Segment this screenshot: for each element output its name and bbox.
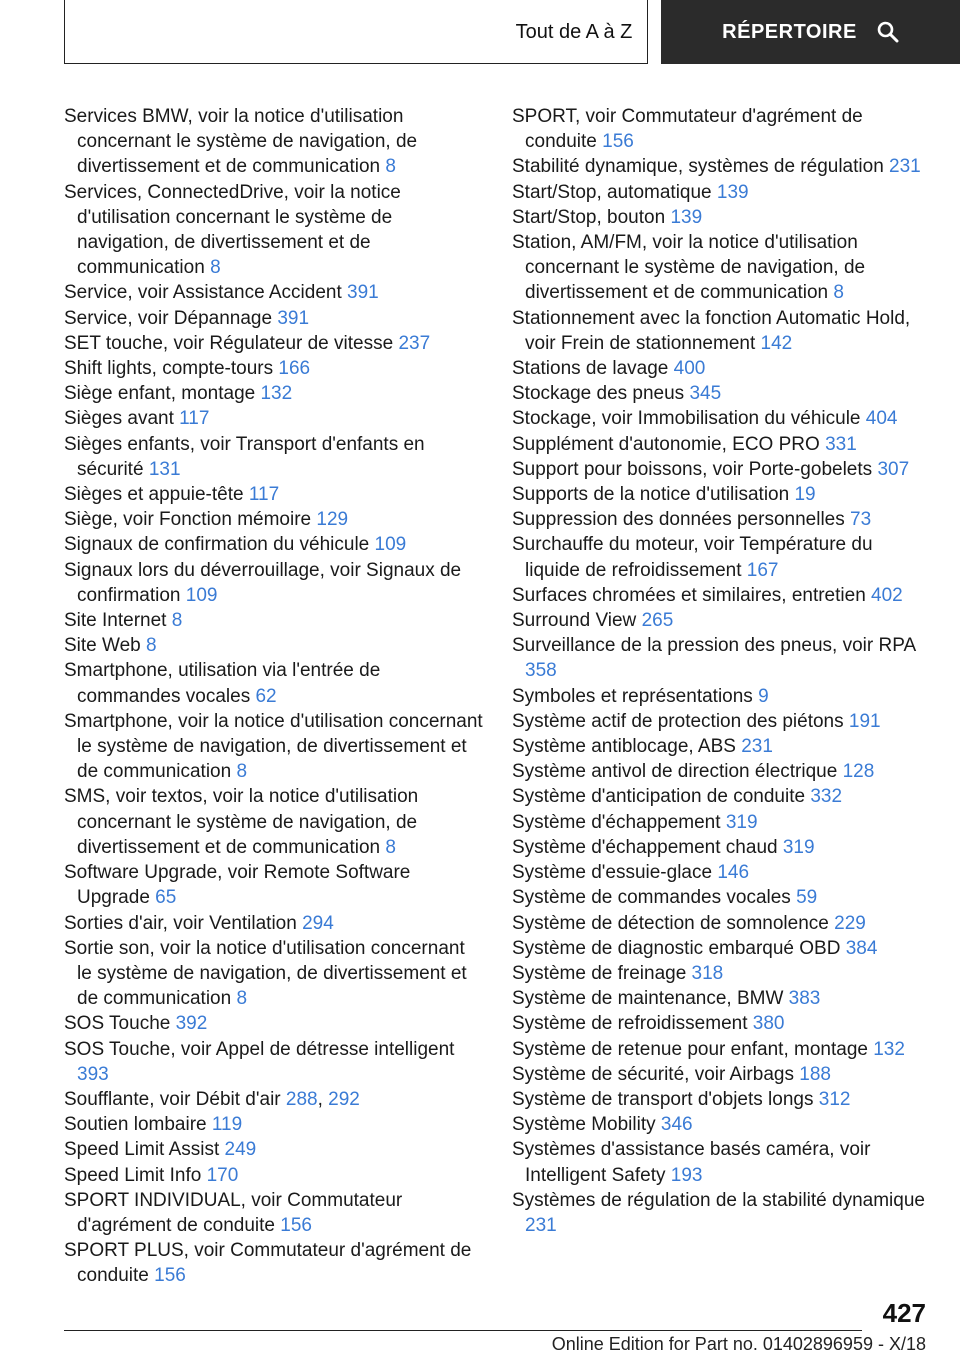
index-entry <box>64 280 484 305</box>
page-link[interactable]: 402 <box>871 584 903 606</box>
index-entry <box>512 457 932 482</box>
tab-tout-de-a-a-z[interactable]: Tout de A à Z <box>515 20 633 43</box>
page-link[interactable]: 307 <box>877 458 910 480</box>
index-entry-text: Stockage des pneus <box>512 383 685 405</box>
page-link[interactable]: 73 <box>850 509 872 531</box>
index-entry <box>64 911 484 936</box>
index-entry-text: Sièges enfants, voir Transport d'enfants en sécurité <box>64 433 425 480</box>
page-link[interactable]: 167 <box>746 559 779 581</box>
repertoire-label: RÉPERTOIRE <box>722 20 857 43</box>
index-entry <box>64 558 484 608</box>
index-entry <box>512 759 932 784</box>
index-entry <box>64 180 484 281</box>
page-link[interactable]: 331 <box>825 433 857 455</box>
index-entry-text: Start/Stop, bouton <box>512 206 666 228</box>
index-entry-text: Smartphone, voir la notice d'utilisation concernant le système de navigation, de divertissement et de communication <box>64 710 483 783</box>
index-entry <box>512 406 932 431</box>
index-entry <box>512 507 932 532</box>
index-entry-text: Système de refroidissement <box>512 1013 748 1035</box>
page-link[interactable]: 119 <box>211 1114 243 1136</box>
index-entry-text: Sièges avant <box>64 408 174 430</box>
page-link[interactable]: 249 <box>224 1139 257 1161</box>
page-link[interactable]: 166 <box>278 358 311 380</box>
page-link[interactable]: 319 <box>725 811 758 833</box>
index-entry <box>64 482 484 507</box>
index-entry <box>512 986 932 1011</box>
footer-rule <box>64 1330 862 1331</box>
page-link[interactable]: 62 <box>255 685 277 707</box>
page-link[interactable]: 392 <box>175 1013 208 1035</box>
index-entry <box>512 784 932 809</box>
index-entry <box>512 1137 932 1187</box>
search-icon <box>877 21 899 43</box>
page-number: 427 <box>882 1298 926 1328</box>
index-entry-text: Service, voir Dépannage <box>64 307 273 329</box>
page-link[interactable]: 391 <box>347 282 379 304</box>
index-entry <box>512 154 932 179</box>
index-entry-text: Smartphone, utilisation via l'entrée de commandes vocales <box>64 660 381 707</box>
index-entry <box>512 356 932 381</box>
index-entry-text: Systèmes de régulation de la stabilité dynamique <box>512 1189 925 1211</box>
page-link[interactable]: 139 <box>670 206 703 228</box>
page-link[interactable]: 156 <box>280 1214 312 1236</box>
index-entry <box>512 835 932 860</box>
index-entry-text: Système actif de protection des piétons <box>512 710 844 732</box>
page-link[interactable]: 132 <box>260 383 293 405</box>
index-entry <box>64 936 484 1012</box>
index-entry <box>512 1112 932 1137</box>
page-link[interactable]: 404 <box>865 408 898 430</box>
page-link[interactable]: 8 <box>385 156 396 178</box>
index-entry-text: Station, AM/FM, voir la notice d'utilisation concernant le système de navigation, de divertissement et de communication <box>512 232 866 304</box>
index-entry <box>512 810 932 835</box>
index-entry <box>64 1112 484 1137</box>
index-entry <box>512 381 932 406</box>
index-entry <box>64 1163 484 1188</box>
index-entry <box>512 583 932 608</box>
index-entry <box>64 1011 484 1036</box>
page-link[interactable]: 142 <box>760 332 793 354</box>
page-link[interactable]: 8 <box>210 257 221 279</box>
index-entry <box>512 1087 932 1112</box>
index-entry <box>512 1062 932 1087</box>
page-link[interactable]: 294 <box>302 912 334 934</box>
index-entry <box>512 633 932 683</box>
page-link[interactable]: 8 <box>171 610 183 632</box>
page-link[interactable]: 391 <box>277 307 310 329</box>
index-entry-text: Surround View <box>512 610 637 632</box>
index-entry-text: SPORT, voir Commutateur d'agrément de conduite <box>512 106 863 153</box>
index-entry <box>64 709 484 785</box>
index-entry-text: Stationnement avec la fonction Automatic Hold, voir Frein de stationnement <box>512 307 911 354</box>
page-link[interactable]: 231 <box>741 736 773 758</box>
page-link[interactable]: 19 <box>794 484 816 506</box>
page-link[interactable]: 346 <box>660 1114 693 1136</box>
index-entry <box>64 633 484 658</box>
page-link[interactable]: 146 <box>717 862 750 884</box>
index-entry-text: Siège, voir Fonction mémoire <box>64 509 312 531</box>
page-link[interactable]: 109 <box>185 584 218 606</box>
index-entry <box>512 885 932 910</box>
index-entry-text: Siège enfant, montage <box>64 383 256 405</box>
index-entry-text: Système de commandes vocales <box>512 887 791 909</box>
index-entry <box>512 104 932 154</box>
page-link[interactable]: 292 <box>328 1088 360 1110</box>
index-entry-text: Service, voir Assistance Accident <box>64 282 342 304</box>
index-entry-text: Système de freinage <box>512 962 687 984</box>
index-entry-text: SOS Touche, voir Appel de détresse intelligent <box>64 1038 455 1060</box>
index-entry-text: Système de transport d'objets longs <box>512 1088 814 1110</box>
page-link[interactable]: 129 <box>316 509 349 531</box>
page-link[interactable]: 65 <box>155 887 177 909</box>
index-entry <box>64 658 484 708</box>
page-link[interactable]: 332 <box>810 786 843 808</box>
page-link[interactable]: 288 <box>285 1088 318 1110</box>
page-link[interactable]: 400 <box>673 358 706 380</box>
page-link[interactable]: 231 <box>525 1214 557 1236</box>
page-link[interactable]: 131 <box>148 458 181 480</box>
index-entry <box>512 230 932 306</box>
index-entry-text: Services, ConnectedDrive, voir la notice d'utilisation concernant le système de navigation, de divertissement et de communication <box>64 181 401 279</box>
page-link[interactable]: 265 <box>641 610 674 632</box>
index-entry-text: Système de maintenance, BMW <box>512 988 784 1010</box>
index-entry <box>64 381 484 406</box>
index-entry-text: Système d'essuie-glace <box>512 862 713 884</box>
index-entry-text: Suppression des données personnelles <box>512 509 845 531</box>
footer-edition: Online Edition for Part no. 01402896959 - X/18 <box>551 1334 926 1354</box>
index-entry <box>64 306 484 331</box>
index-entry <box>512 1037 932 1062</box>
index-entry-text: Supports de la notice d'utilisation <box>512 484 790 506</box>
index-entry <box>64 532 484 557</box>
index-entry-text: Start/Stop, automatique <box>512 181 712 203</box>
page-link[interactable]: 229 <box>834 912 866 934</box>
index-entry-text: Surveillance de la pression des pneus, voir RPA <box>512 635 916 657</box>
index-entry-text: Sièges et appuie-tête <box>64 484 244 506</box>
page-link[interactable]: 117 <box>179 408 210 430</box>
index-entry-text: Système antivol de direction électrique <box>512 761 838 783</box>
index-entry <box>64 1188 484 1238</box>
page-link[interactable]: 384 <box>845 937 878 959</box>
index-entry-text: Système de retenue pour enfant, montage <box>512 1038 868 1060</box>
index-entry <box>512 1188 932 1238</box>
index-entry <box>64 1238 484 1288</box>
page-link[interactable]: 109 <box>374 534 407 556</box>
index-entry <box>64 860 484 910</box>
index-entry <box>64 432 484 482</box>
index-entry-text: Speed Limit Info <box>64 1164 202 1186</box>
page-link[interactable]: 383 <box>788 988 821 1010</box>
index-entry-text: Shift lights, compte-tours <box>64 358 274 380</box>
page-link[interactable]: 318 <box>691 962 724 984</box>
index-entry-text: Stations de lavage <box>512 358 669 380</box>
page-link[interactable]: 128 <box>842 761 875 783</box>
index-entry-text: Speed Limit Assist <box>64 1139 220 1161</box>
index-entry <box>64 784 484 860</box>
index-entry-text: Soutien lombaire <box>64 1114 207 1136</box>
page-link[interactable]: 380 <box>752 1013 785 1035</box>
index-entry-text: Système de sécurité, voir Airbags <box>512 1063 794 1085</box>
page-link[interactable]: 117 <box>248 484 280 506</box>
page-link[interactable]: 231 <box>889 156 921 178</box>
index-entry-text: Système de détection de somnolence <box>512 912 829 934</box>
page-link[interactable]: 237 <box>398 332 431 354</box>
page-link[interactable]: 139 <box>716 181 749 203</box>
page-link[interactable]: 312 <box>818 1088 851 1110</box>
page-link[interactable]: 188 <box>799 1063 831 1085</box>
index-entry-text: SPORT INDIVIDUAL, voir Commutateur d'agrément de conduite <box>64 1189 403 1236</box>
index-entry-text: Services BMW, voir la notice d'utilisation concernant le système de navigation, de divertissement et de communication <box>64 106 418 178</box>
index-entry-text: Stabilité dynamique, systèmes de régulation <box>512 156 884 178</box>
index-entry-text: Signaux lors du déverrouillage, voir Signaux de confirmation <box>64 559 462 606</box>
index-entry-text: Système d'échappement chaud <box>512 836 778 858</box>
page-link[interactable]: 170 <box>206 1164 239 1186</box>
index-entry-text: Système d'anticipation de conduite <box>512 786 806 808</box>
index-entry <box>512 205 932 230</box>
index-entry <box>512 684 932 709</box>
page-link[interactable]: 8 <box>236 988 248 1010</box>
index-entry <box>512 860 932 885</box>
index-entry <box>512 1011 932 1036</box>
index-entry-text: Système d'échappement <box>512 811 721 833</box>
index-entry-text: Symboles et représentations <box>512 685 753 707</box>
page-link[interactable]: 8 <box>236 761 248 783</box>
page-link[interactable]: 156 <box>154 1265 186 1287</box>
index-entry: Soufflante, voir Débit d'air 288, 292 <box>64 1088 360 1110</box>
index-entry-text: SMS, voir textos, voir la notice d'utilisation concernant le système de navigation, de divertissement et de communication <box>64 786 419 858</box>
index-entry-text: Site Web <box>64 635 141 657</box>
index-entry-text: Site Internet <box>64 610 167 632</box>
index-entry-text: Sortie son, voir la notice d'utilisation concernant le système de navigation, de divertissement et de communication <box>64 937 467 1010</box>
index-entry-text: SET touche, voir Régulateur de vitesse <box>64 332 394 354</box>
page-link[interactable]: 132 <box>873 1038 905 1060</box>
index-entry-text: SOS Touche <box>64 1013 171 1035</box>
index-entry <box>512 961 932 986</box>
index-entry <box>512 709 932 734</box>
index-entry-text: Supplément d'autonomie, ECO PRO <box>512 433 820 455</box>
index-entry-text: Sorties d'air, voir Ventilation <box>64 912 297 934</box>
index-entry-text: Stockage, voir Immobilisation du véhicule <box>512 408 861 430</box>
index-column-left <box>64 104 484 1289</box>
index-column-right <box>512 104 932 1238</box>
page-link[interactable]: 9 <box>758 685 769 707</box>
index-entry-text: Système antiblocage, ABS <box>512 736 736 758</box>
index-entry-text: Support pour boissons, voir Porte-gobelets <box>512 458 873 480</box>
index-entry-text: SPORT PLUS, voir Commutateur d'agrément de conduite <box>64 1240 472 1287</box>
index-entry <box>512 482 932 507</box>
index-entry-text: Système de diagnostic embarqué OBD <box>512 937 841 959</box>
index-entry <box>64 507 484 532</box>
index-entry-text: Système Mobility <box>512 1114 656 1136</box>
page-link[interactable]: 319 <box>782 836 815 858</box>
page-link[interactable]: 59 <box>796 887 818 909</box>
tab-repertoire[interactable] <box>661 0 960 64</box>
index-entry <box>512 180 932 205</box>
page-link[interactable]: 8 <box>146 635 157 657</box>
page-link[interactable]: 345 <box>689 383 722 405</box>
index-entry-text: Surchauffe du moteur, voir Température du liquide de refroidissement <box>512 534 873 581</box>
index-entry <box>512 911 932 936</box>
index-entry <box>64 104 484 180</box>
index-entry <box>64 406 484 431</box>
index-entry-text: Soufflante, voir Débit d'air <box>64 1088 281 1110</box>
index-entry <box>512 734 932 759</box>
index-entry <box>512 532 932 582</box>
index-entry-text: Software Upgrade, voir Remote Software Upgrade <box>64 862 411 909</box>
index-entry-text: Signaux de confirmation du véhicule <box>64 534 370 556</box>
index-entry-text: Surfaces chromées et similaires, entretien <box>512 584 866 606</box>
page-link[interactable]: 8 <box>833 282 844 304</box>
index-entry <box>64 331 484 356</box>
index-entry <box>512 432 932 457</box>
page-link[interactable]: 191 <box>848 710 881 732</box>
page-link[interactable]: 156 <box>602 131 634 153</box>
index-entry <box>512 936 932 961</box>
index-entry <box>512 306 932 356</box>
index-entry <box>64 356 484 381</box>
index-entry-text: Systèmes d'assistance basés caméra, voir Intelligent Safety <box>512 1139 871 1186</box>
index-entry <box>64 1037 484 1087</box>
page-link[interactable]: 393 <box>77 1063 109 1085</box>
page-link[interactable]: 193 <box>670 1164 703 1186</box>
index-entry <box>512 608 932 633</box>
index-entry <box>64 1137 484 1162</box>
page-link[interactable]: 8 <box>385 836 396 858</box>
index-entry <box>64 608 484 633</box>
page-link[interactable]: 358 <box>525 660 557 682</box>
